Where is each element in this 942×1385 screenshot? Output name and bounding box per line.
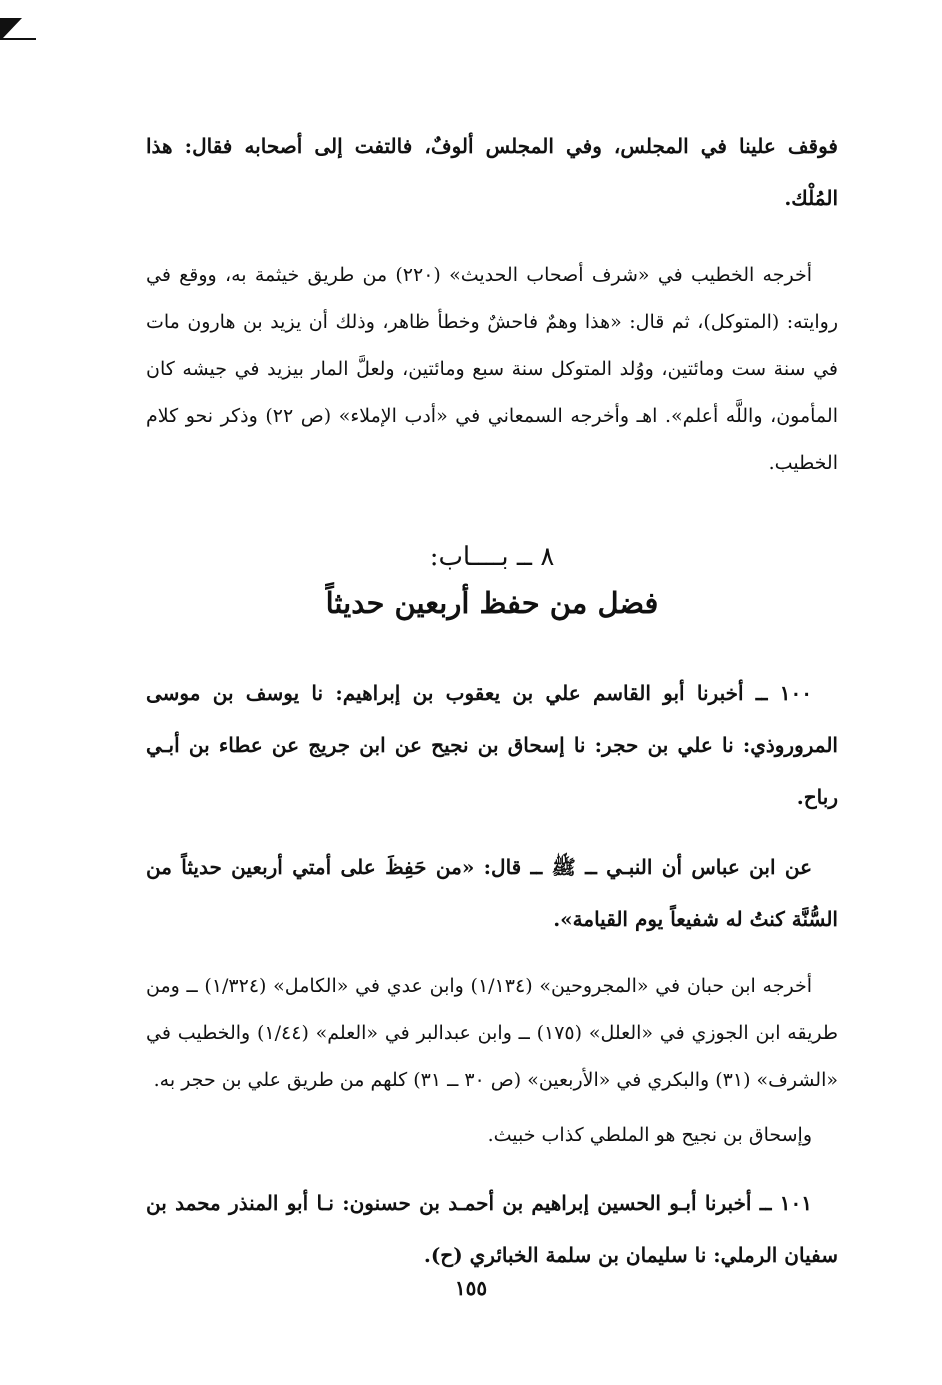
hadith-100-isnad: ١٠٠ ــ أخبرنا أبو القاسم علي بن يعقوب بن إبراهيم: نا يوسف بن موسى المروروذي: نا علي بن حجر: نا إسحاق بن نجيح عن ابن جريج عن عطاء بن أبـي رباح. [146, 681, 838, 809]
corner-crop-mark [0, 18, 36, 40]
page-body [146, 120, 838, 1281]
takhrij-note-1: أخرجه الخطيب في «شرف أصحاب الحديث» (٢٢٠) من طريق خيثمة به، ووقع في روايته: (المتوكل)، ثم قال: «هذا وهمٌ فاحشٌ وخطأ ظاهر، وذلك أن يزيد بن هارون مات في سنة ست ومائتين، ووُلد المتوكل سنة سبع ومائتين، ولعلَّ المار بيزيد في جيشه كان المأمون، واللَّه أعلم». اهـ وأخرجه السمعاني في «أدب الإملاء» (ص ٢٢) وذكر نحو كلام الخطيب. [146, 264, 838, 474]
hadith-100-comment: وإسحاق بن نجيح هو الملطي كذاب خبيث. [487, 1124, 812, 1146]
hadith-101-isnad: ١٠١ ــ أخبرنا أبـو الحسين إبراهيم بن أحمـد بن حسنون: نـا أبو المنذر محمد بن سفيان الرملي: نا سليمان بن سلمة الخبائري (ح). [146, 1191, 838, 1267]
continuation-paragraph: فوقف علينا في المجلس، وفي المجلس ألوفٌ، فالتفت إلى أصحابه فقال: هذا المُلْك. [146, 134, 838, 210]
chapter-label: ٨ ــ بــــاب: [429, 542, 555, 572]
page-number: ١٥٥ [454, 1276, 488, 1300]
hadith-100-takhrij: أخرجه ابن حبان في «المجروحين» (١/١٣٤) وابن عدي في «الكامل» (١/٣٢٤) ــ ومن طريقه ابن الجوزي في «العلل» (١٧٥) ــ وابن عبدالبر في «العلم» (١/٤٤) والخطيب في «الشرف» (٣١) والبكري في «الأربعين» (ص ٣٠ ــ ٣١) كلهم من طريق علي بن حجر به. [146, 975, 838, 1091]
hadith-100-matn: عن ابن عباس أن النبـي ــ ﷺ ــ قال: «من حَفِظَ على أمتي أربعين حديثاً من السُّنَّة كنتُ له شفيعاً يوم القيامة». [146, 855, 838, 931]
chapter-title: فضل من حفظ أربعين حديثاً [325, 586, 659, 620]
chapter-heading [146, 535, 838, 627]
